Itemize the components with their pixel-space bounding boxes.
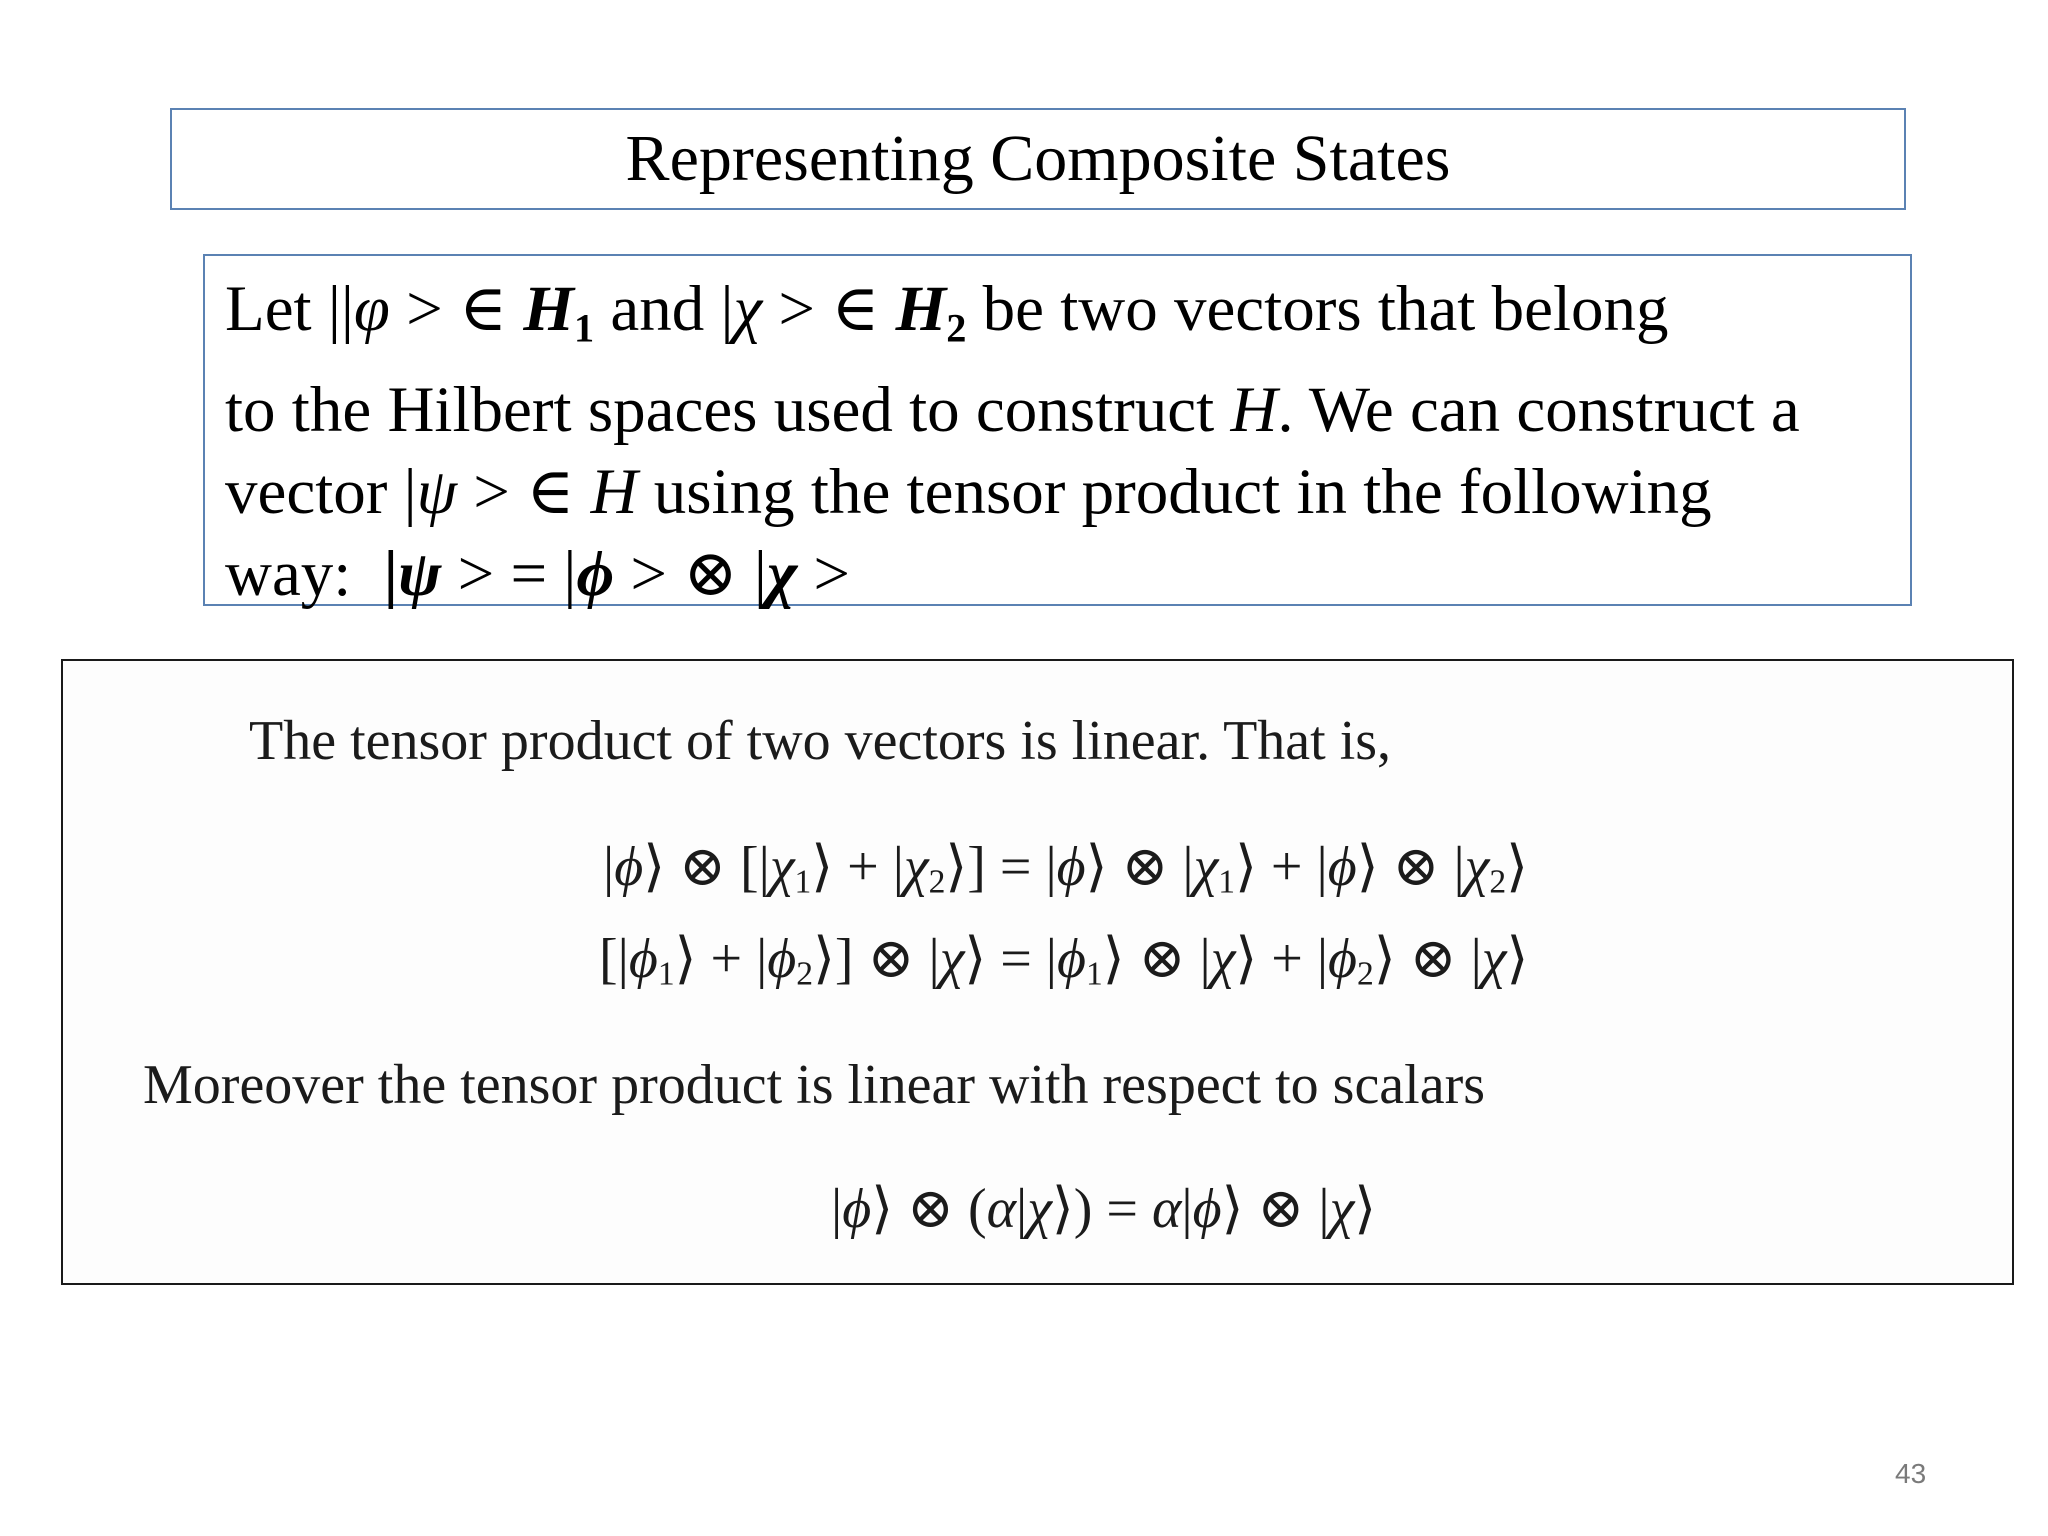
symbol-phi: φ [353, 273, 390, 345]
page-number: 43 [1895, 1458, 1927, 1489]
moreover-text: Moreover the tensor product is linear with respect to scalars [143, 1054, 1486, 1116]
symbol-h2: H [895, 273, 947, 345]
text: using the tensor product in the following [637, 456, 1712, 529]
symbol-h: H [1230, 374, 1278, 447]
text: to the Hilbert spaces used to construct [225, 374, 1231, 447]
symbol-bar: | [383, 538, 398, 611]
definition-box [203, 254, 1912, 611]
text: > ⊗ | [614, 538, 767, 611]
subscript-2: 2 [946, 305, 967, 351]
equation-3: |ϕ⟩ ⊗ (α|χ⟩) = α|ϕ⟩ ⊗ |χ⟩ [831, 1178, 1377, 1240]
text-way: way: [225, 538, 368, 611]
text: . We can construct a [1277, 374, 1800, 447]
symbol-phi: ϕ [576, 538, 615, 611]
text: vector | [225, 456, 417, 529]
text: > [797, 538, 851, 611]
symbol-chi: χ [733, 273, 763, 345]
definition-line-3 [225, 451, 1890, 533]
symbol-psi: ψ [416, 456, 458, 529]
intro-text: The tensor product of two vectors is linear. That is, [249, 710, 1392, 772]
slide-title: Representing Composite States [625, 122, 1451, 195]
definition-line-2 [225, 369, 1890, 451]
subscript-1: 1 [573, 305, 595, 351]
symbol-h: H [590, 456, 638, 529]
text-gt-in: > ∈ [389, 273, 524, 345]
symbol-h1: H [523, 273, 574, 345]
title-box [170, 108, 1906, 210]
definition-line-1 [225, 268, 1890, 369]
equation-2: [|ϕ1⟩ + |ϕ2⟩] ⊗ |χ⟩ = |ϕ1⟩ ⊗ |χ⟩ + |ϕ2⟩ ⊗ |χ⟩ [599, 928, 1529, 993]
symbol-chi: χ [766, 538, 798, 611]
symbol-psi: ψ [397, 538, 442, 611]
text-let: Let || [225, 273, 354, 345]
definition-line-4 [225, 533, 1890, 615]
equation-1: |ϕ⟩ ⊗ [|χ1⟩ + |χ2⟩] = |ϕ⟩ ⊗ |χ1⟩ + |ϕ⟩ ⊗ |χ2⟩ [603, 836, 1528, 901]
text-rest: be two vectors that belong [966, 273, 1669, 345]
text: > = | [441, 538, 577, 611]
text: > ∈ [457, 456, 591, 529]
scanned-excerpt [61, 659, 2014, 1285]
text-and: and | [594, 273, 734, 345]
text-gt-in: > ∈ [762, 273, 896, 345]
